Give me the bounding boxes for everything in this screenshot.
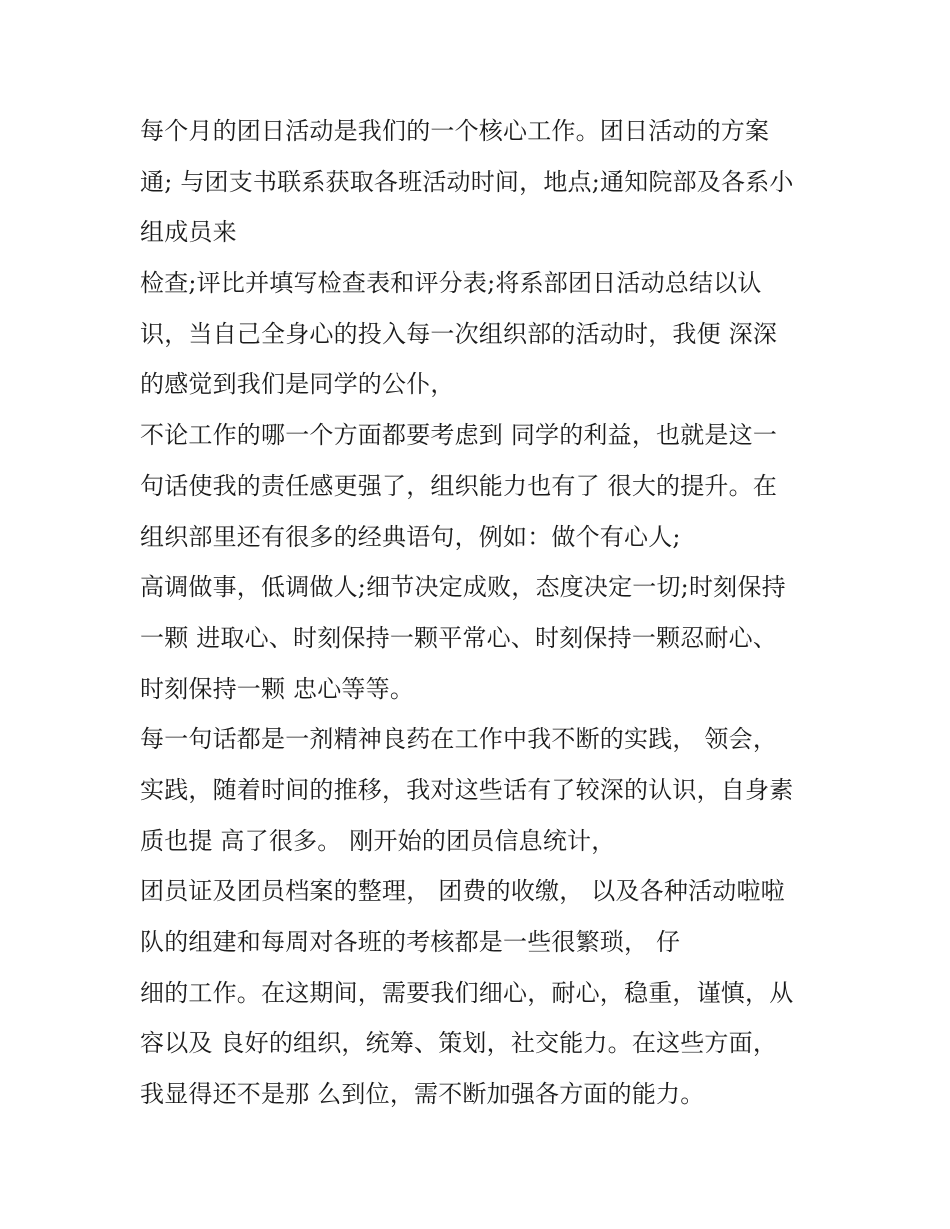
document-body: [140, 106, 830, 1120]
text-line: 每一句话都是一剂精神良药在工作中我不断的实践， 领会，: [140, 725, 778, 754]
text-line: 团员证及团员档案的整理， 团费的收缴， 以及各种活动啦啦: [140, 877, 785, 906]
text-line: 时刻保持一颗 忠心等等。: [140, 674, 415, 703]
text-line: 不论工作的哪一个方面都要考虑到 同学的利益，也就是这一: [140, 421, 778, 450]
text-line: 细的工作。在这期间，需要我们细心，耐心，稳重，谨慎，从: [140, 978, 794, 1007]
text-line: 质也提 高了很多。 刚开始的团员信息统计，: [140, 826, 616, 855]
text-line: 检查;评比并填写检查表和评分表;将系部团日活动总结以认: [140, 269, 762, 298]
text-line: 队的组建和每周对各班的考核都是一些很繁琐， 仔: [140, 928, 681, 956]
text-line: 组织部里还有很多的经典语句，例如：做个有心人;: [140, 522, 681, 551]
text-line: 每个月的团日活动是我们的一个核心工作。团日活动的方案: [140, 117, 770, 145]
text-line: 组成员来: [140, 218, 237, 247]
text-line: 通; 与团支书联系获取各班活动时间，地点;通知院部及各系小: [140, 167, 794, 196]
text-line: 容以及 良好的组织，统筹、策划，社交能力。在这些方面，: [140, 1029, 778, 1058]
text-line: 识，当自己全身心的投入每一次组织部的活动时，我便 深深: [140, 319, 778, 348]
text-line: 句话使我的责任感更强了，组织能力也有了 很大的提升。在: [140, 471, 778, 500]
text-line: 实践，随着时间的推移，我对这些话有了较深的认识，自身素: [140, 775, 794, 804]
text-line: 我显得还不是那 么到位，需不断加强各方面的能力。: [140, 1080, 705, 1109]
text-line: 的感觉到我们是同学的公仆，: [140, 370, 455, 399]
text-line: 高调做事，低调做人;细节决定成败，态度决定一切;时刻保持: [140, 573, 786, 602]
text-line: 一颗 进取心、时刻保持一颗平常心、时刻保持一颗忍耐心、: [140, 623, 778, 652]
